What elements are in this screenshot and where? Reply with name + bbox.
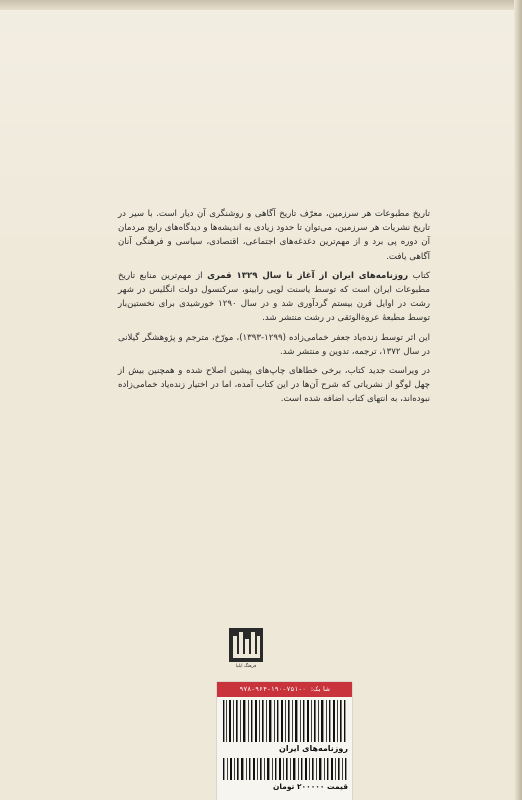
price-sticker xyxy=(217,682,352,800)
top-edge xyxy=(0,0,522,10)
paragraph-2-lead: کتاب xyxy=(412,270,431,281)
publisher-name: فرهنگ ایلیا xyxy=(235,664,257,669)
blurb-paragraph-1: تاریخ مطبوعات هر سرزمین، معرّف تاریخ آگاهی و روشنگری آن دیار است. با سیر در تاریخ نشریات هر سرزمین، می‌توان تا حدود زیادی به اندیشه‌ها و دیدگاه‌های رایج مردمان آن دوره پی برد و از مهم‌ترین دغدغه‌های اجتماعی، اقتصادی، سیاسی و فرهنگی آنان آگاهی یافت. xyxy=(118,209,430,262)
right-edge xyxy=(514,0,522,800)
price-label: قیمت ۲۰۰۰۰۰ تومان xyxy=(272,782,348,791)
blurb-paragraph-3: این اثر توسط زنده‌یاد جعفر خمامی‌زاده (۱۲۹۹-۱۳۹۳)، مورّخ، مترجم و پژوهشگر گیلانی در سال ۱۳۷۲، ترجمه، تدوین و منتشر شد. xyxy=(118,332,430,357)
barcode-icon xyxy=(221,700,348,742)
blurb-paragraph-2 xyxy=(118,269,430,326)
sticker-book-title: روزنامه‌های ایران xyxy=(279,744,348,753)
publisher-logo-icon xyxy=(228,627,264,667)
paragraph-2-rest: از مهم‌ترین منابع تاریخ مطبوعات ایران است که توسط یاسنت لویی رابینو، سرکنسول دولت انگلیس در شهر رشت در اوایل قرن بیستم گردآوری شد و در سال ۱۲۹۰ خورشیدی برای نخستین‌بار توسط مطبعهٔ عروة‌الوثقی در رشت منتشر شد. xyxy=(118,270,430,324)
blurb-paragraph-4: در ویراست جدید کتاب، برخی خطاهای چاپ‌های پیشین اصلاح شده و همچنین بیش از چهل لوگو از نشریاتی که شرح آن‌ها در این کتاب آمده، اما در اختیار زنده‌یاد خمامی‌زاده نبوده‌اند، به انتهای کتاب اضافه شده است. xyxy=(118,366,430,405)
price-barcode-icon xyxy=(221,758,348,780)
book-title-bold: روزنامه‌های ایران از آغاز تا سال ۱۳۲۹ قمری xyxy=(207,270,409,281)
isbn-band: شابک: ۰-۷۵۱-۱۹۰-۹۶۴-۹۷۸ xyxy=(217,682,352,697)
blurb-text xyxy=(118,207,430,412)
